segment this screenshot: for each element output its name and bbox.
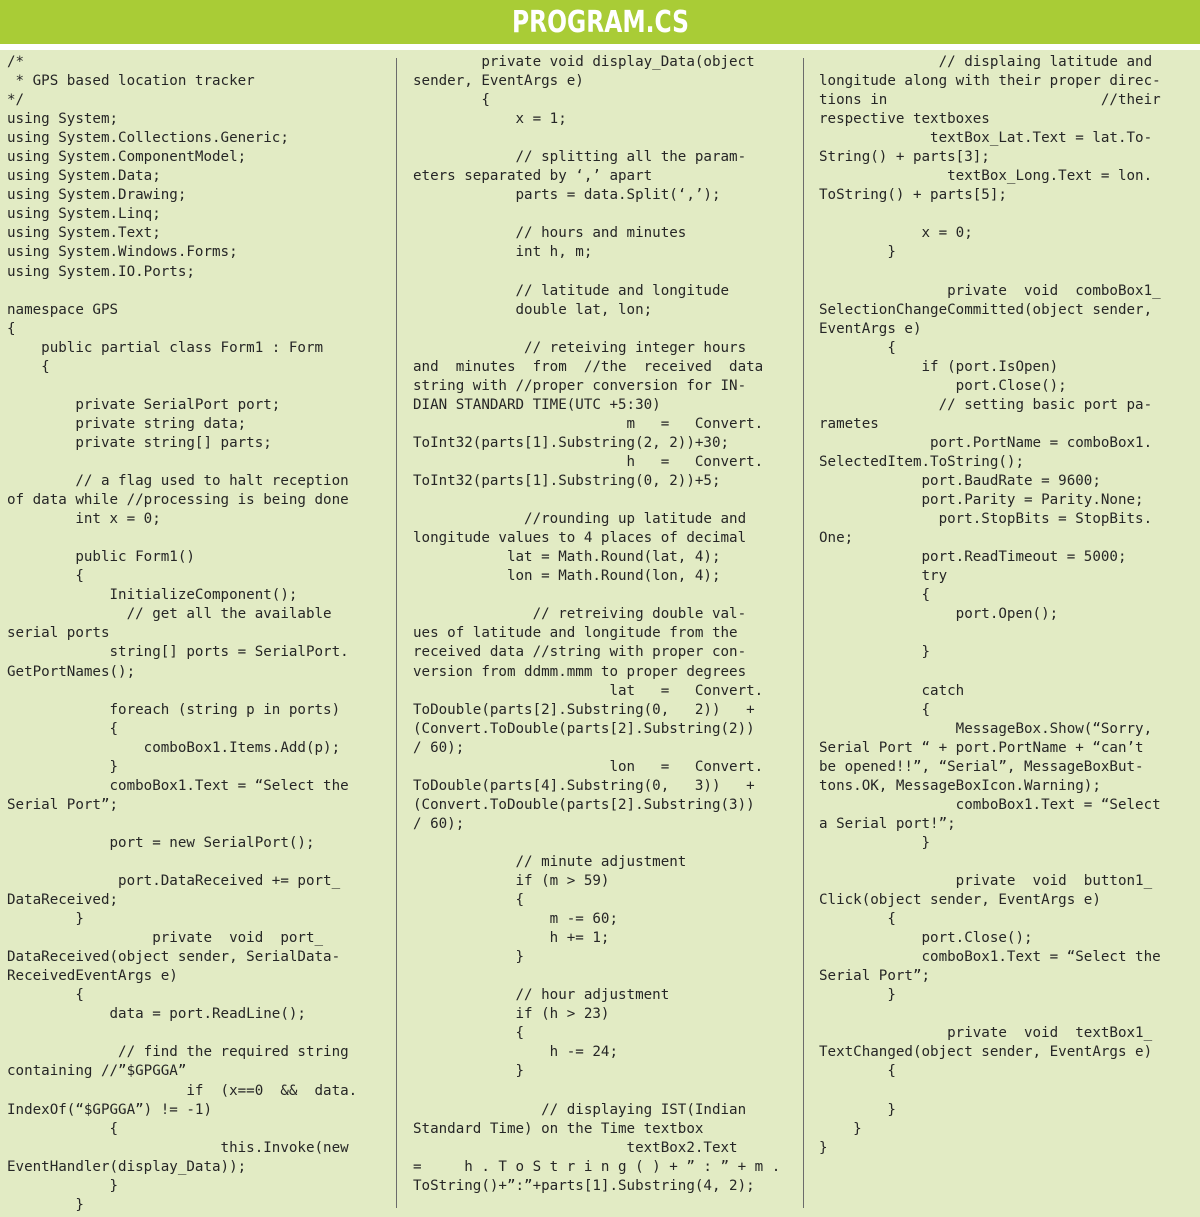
code-line: m -= 60;	[413, 911, 618, 928]
code-line: SelectedItem.ToString();	[819, 453, 1024, 470]
code-line: and minutes from //the received data	[413, 358, 764, 375]
code-line: private string data;	[7, 415, 247, 432]
code-line: IndexOf(“$GPGGA”) != -1)	[7, 1101, 212, 1118]
code-line: {	[819, 1063, 896, 1080]
code-line: using System.Text;	[7, 225, 161, 242]
code-line: }	[7, 758, 119, 775]
code-line: // displaying IST(Indian	[413, 1101, 747, 1118]
page-title: PROGRAM.CS	[511, 4, 689, 40]
code-line: {	[7, 1120, 119, 1137]
code-line: port.PortName = comboBox1.	[819, 434, 1153, 451]
code-line: respective textboxes	[819, 111, 990, 128]
code-line: lon = Convert.	[413, 758, 764, 775]
column-divider	[803, 58, 804, 1208]
code-line: version from ddmm.mmm to proper degrees	[413, 663, 747, 680]
code-line: MessageBox.Show(“Sorry,	[819, 720, 1153, 737]
code-line	[413, 1082, 785, 1101]
code-line: {	[413, 1025, 525, 1042]
code-line: comboBox1.Text = “Select the	[819, 949, 1161, 966]
code-line: rametes	[819, 415, 879, 432]
code-line: GetPortNames();	[7, 663, 136, 680]
code-line: textBox_Long.Text = lon.	[819, 168, 1153, 185]
code-line: }	[413, 949, 525, 966]
code-line: parts = data.Split(‘,’);	[413, 187, 721, 204]
code-line	[819, 1082, 1191, 1101]
code-line: ToInt32(parts[1].Substring(2, 2))+30;	[413, 434, 730, 451]
code-line: port.BaudRate = 9600;	[819, 473, 1101, 490]
code-line: double lat, lon;	[413, 301, 653, 318]
code-line: using System.Drawing;	[7, 187, 187, 204]
code-line	[7, 1024, 379, 1043]
code-line	[413, 205, 785, 224]
code-line: // get all the available	[7, 606, 332, 623]
code-line: One;	[819, 530, 854, 547]
code-line: = h . T o S t r i n g ( ) + ” : ” + m .	[413, 1158, 781, 1175]
code-line: Serial Port”;	[819, 968, 931, 985]
code-line: /*	[7, 54, 25, 70]
code-line	[413, 491, 785, 510]
code-line: tons.OK, MessageBoxIcon.Warning);	[819, 777, 1101, 794]
code-line: }	[819, 1120, 862, 1137]
code-line: comboBox1.Text = “Select the	[7, 777, 349, 794]
code-line: x = 1;	[413, 111, 567, 128]
code-line: // hour adjustment	[413, 987, 670, 1004]
code-line: {	[7, 320, 16, 337]
code-line: x = 0;	[819, 225, 973, 242]
code-line: Serial Port “ + port.PortName + “can’t	[819, 739, 1144, 756]
code-line: // displaing latitude and	[819, 54, 1153, 70]
code-line: DataReceived;	[7, 892, 119, 909]
code-line: (Convert.ToDouble(parts[2].Substring(3))	[413, 796, 755, 813]
code-line: {	[819, 587, 931, 604]
code-line: {	[819, 701, 931, 718]
code-line: sender, EventArgs e)	[413, 73, 584, 90]
code-line	[819, 263, 1191, 282]
code-line: data = port.ReadLine();	[7, 1006, 306, 1023]
code-line: // a flag used to halt reception	[7, 473, 349, 490]
code-line	[413, 129, 785, 148]
code-line: public Form1()	[7, 549, 195, 566]
code-line: comboBox1.Text = “Select	[819, 796, 1161, 813]
code-column-1	[7, 53, 379, 1217]
code-line: {	[7, 568, 84, 585]
code-line: of data while //processing is being done	[7, 492, 349, 509]
code-line: if (m > 59)	[413, 873, 610, 890]
code-line: {	[413, 92, 490, 109]
code-line: }	[413, 1063, 525, 1080]
code-line	[7, 453, 379, 472]
code-line: DataReceived(object sender, SerialData-	[7, 949, 341, 966]
code-line: lon = Math.Round(lon, 4);	[413, 568, 721, 585]
code-line: EventArgs e)	[819, 320, 922, 337]
code-line	[7, 529, 379, 548]
code-line: }	[819, 244, 896, 261]
code-line	[413, 967, 785, 986]
code-line: }	[7, 911, 84, 928]
code-line: textBox_Lat.Text = lat.To-	[819, 130, 1153, 147]
code-line: int h, m;	[413, 244, 593, 261]
code-column-3	[819, 53, 1191, 1217]
code-line: }	[7, 1196, 84, 1213]
code-line	[7, 377, 379, 396]
code-line: SelectionChangeCommitted(object sender,	[819, 301, 1153, 318]
code-line: this.Invoke(new	[7, 1139, 349, 1156]
code-line: // setting basic port pa-	[819, 396, 1153, 413]
code-line: using System.Windows.Forms;	[7, 244, 238, 261]
code-line	[413, 586, 785, 605]
code-line: String() + parts[3];	[819, 149, 990, 166]
code-column-2	[413, 53, 785, 1217]
code-line: {	[819, 339, 896, 356]
code-line	[413, 834, 785, 853]
code-line: InitializeComponent();	[7, 587, 298, 604]
code-line: catch	[819, 682, 965, 699]
code-line: using System.Collections.Generic;	[7, 130, 289, 147]
code-line: eters separated by ‘,’ apart	[413, 168, 653, 185]
code-line: Click(object sender, EventArgs e)	[819, 892, 1101, 909]
code-line: if (h > 23)	[413, 1006, 610, 1023]
code-line: private SerialPort port;	[7, 396, 281, 413]
code-line: }	[819, 987, 896, 1004]
code-line: using System.Data;	[7, 168, 161, 185]
code-line: if (x==0 && data.	[7, 1082, 358, 1099]
code-line: m = Convert.	[413, 415, 764, 432]
column-divider	[396, 58, 397, 1208]
code-line: {	[819, 911, 896, 928]
code-line: / 60);	[413, 815, 465, 832]
code-line: ToString() + parts[5];	[819, 187, 1007, 204]
code-line: ues of latitude and longitude from the	[413, 625, 738, 642]
code-line: port.Close();	[819, 930, 1033, 947]
code-line: private string[] parts;	[7, 434, 272, 451]
code-line: containing //”$GPGGA”	[7, 1063, 187, 1080]
code-line: lat = Convert.	[413, 682, 764, 699]
code-line	[7, 853, 379, 872]
code-line: private void textBox1_	[819, 1025, 1153, 1042]
code-line: // reteiving integer hours	[413, 339, 747, 356]
code-line: received data //string with proper con-	[413, 644, 747, 661]
code-line: // latitude and longitude	[413, 282, 730, 299]
code-line: //rounding up latitude and	[413, 511, 747, 528]
code-line	[7, 815, 379, 834]
code-line: be opened!!”, “Serial”, MessageBoxBut-	[819, 758, 1144, 775]
code-line: / 60);	[413, 739, 465, 756]
code-line: h = Convert.	[413, 453, 764, 470]
code-line: }	[819, 1139, 828, 1156]
code-line: private void display_Data(object	[413, 54, 755, 70]
code-line: string with //proper conversion for IN-	[413, 377, 747, 394]
code-line: ToInt32(parts[1].Substring(0, 2))+5;	[413, 473, 721, 490]
code-line: private void comboBox1_	[819, 282, 1161, 299]
code-line: }	[819, 644, 931, 661]
code-line: private void port_	[7, 930, 324, 947]
code-line: DIAN STANDARD TIME(UTC +5:30)	[413, 396, 661, 413]
code-line: port = new SerialPort();	[7, 834, 315, 851]
code-line: Standard Time) on the Time textbox	[413, 1120, 704, 1137]
code-line: serial ports	[7, 625, 110, 642]
code-line: TextChanged(object sender, EventArgs e)	[819, 1044, 1153, 1061]
code-line: using System.ComponentModel;	[7, 149, 247, 166]
code-line: // minute adjustment	[413, 853, 687, 870]
code-line: textBox2.Text	[413, 1139, 738, 1156]
code-line: public partial class Form1 : Form	[7, 339, 324, 356]
code-line: // retreiving double val-	[413, 606, 747, 623]
code-line: tions in //their	[819, 92, 1161, 109]
code-line: port.Close();	[819, 377, 1067, 394]
code-line: longitude values to 4 places of decimal	[413, 530, 747, 547]
code-line	[413, 320, 785, 339]
code-line: using System.Linq;	[7, 206, 161, 223]
code-line: }	[7, 1177, 119, 1194]
code-line	[819, 624, 1191, 643]
code-line	[7, 682, 379, 701]
code-line: string[] ports = SerialPort.	[7, 644, 349, 661]
code-line: port.DataReceived += port_	[7, 873, 341, 890]
code-line: port.ReadTimeout = 5000;	[819, 549, 1127, 566]
code-line: */	[7, 92, 25, 109]
code-line: foreach (string p in ports)	[7, 701, 341, 718]
code-line: ToDouble(parts[2].Substring(0, 2)) +	[413, 701, 755, 718]
code-line: port.Open();	[819, 606, 1059, 623]
code-line: private void button1_	[819, 873, 1153, 890]
code-line: ReceivedEventArgs e)	[7, 968, 178, 985]
code-line: comboBox1.Items.Add(p);	[7, 739, 341, 756]
code-line: port.Parity = Parity.None;	[819, 492, 1144, 509]
code-line: port.StopBits = StopBits.	[819, 511, 1153, 528]
code-line: // find the required string	[7, 1044, 349, 1061]
code-line: using System.IO.Ports;	[7, 263, 195, 280]
code-line: namespace GPS	[7, 301, 119, 318]
title-bar	[0, 0, 1200, 44]
code-line: ToDouble(parts[4].Substring(0, 3)) +	[413, 777, 755, 794]
code-line: if (port.IsOpen)	[819, 358, 1059, 375]
code-line: h -= 24;	[413, 1044, 618, 1061]
code-line: longitude along with their proper direc-	[819, 73, 1161, 90]
code-line: lat = Math.Round(lat, 4);	[413, 549, 721, 566]
code-line: (Convert.ToDouble(parts[2].Substring(2))	[413, 720, 755, 737]
code-line: int x = 0;	[7, 511, 161, 528]
code-line: {	[7, 987, 84, 1004]
code-line	[819, 853, 1191, 872]
code-line: a Serial port!”;	[819, 815, 956, 832]
code-line: * GPS based location tracker	[7, 73, 255, 90]
code-line: {	[413, 892, 525, 909]
code-line	[413, 263, 785, 282]
code-line	[819, 1005, 1191, 1024]
code-line	[819, 663, 1191, 682]
code-line: {	[7, 358, 50, 375]
code-line: }	[819, 834, 931, 851]
code-line	[819, 205, 1191, 224]
code-line: }	[819, 1101, 896, 1118]
code-line: // hours and minutes	[413, 225, 687, 242]
code-line: ToString()+”:”+parts[1].Substring(4, 2);	[413, 1177, 755, 1194]
code-line: // splitting all the param-	[413, 149, 747, 166]
code-line	[7, 282, 379, 301]
code-line: {	[7, 720, 119, 737]
code-line: try	[819, 568, 948, 585]
code-line: EventHandler(display_Data));	[7, 1158, 247, 1175]
code-line: Serial Port”;	[7, 796, 119, 813]
code-line: h += 1;	[413, 930, 610, 947]
code-line: using System;	[7, 111, 119, 128]
